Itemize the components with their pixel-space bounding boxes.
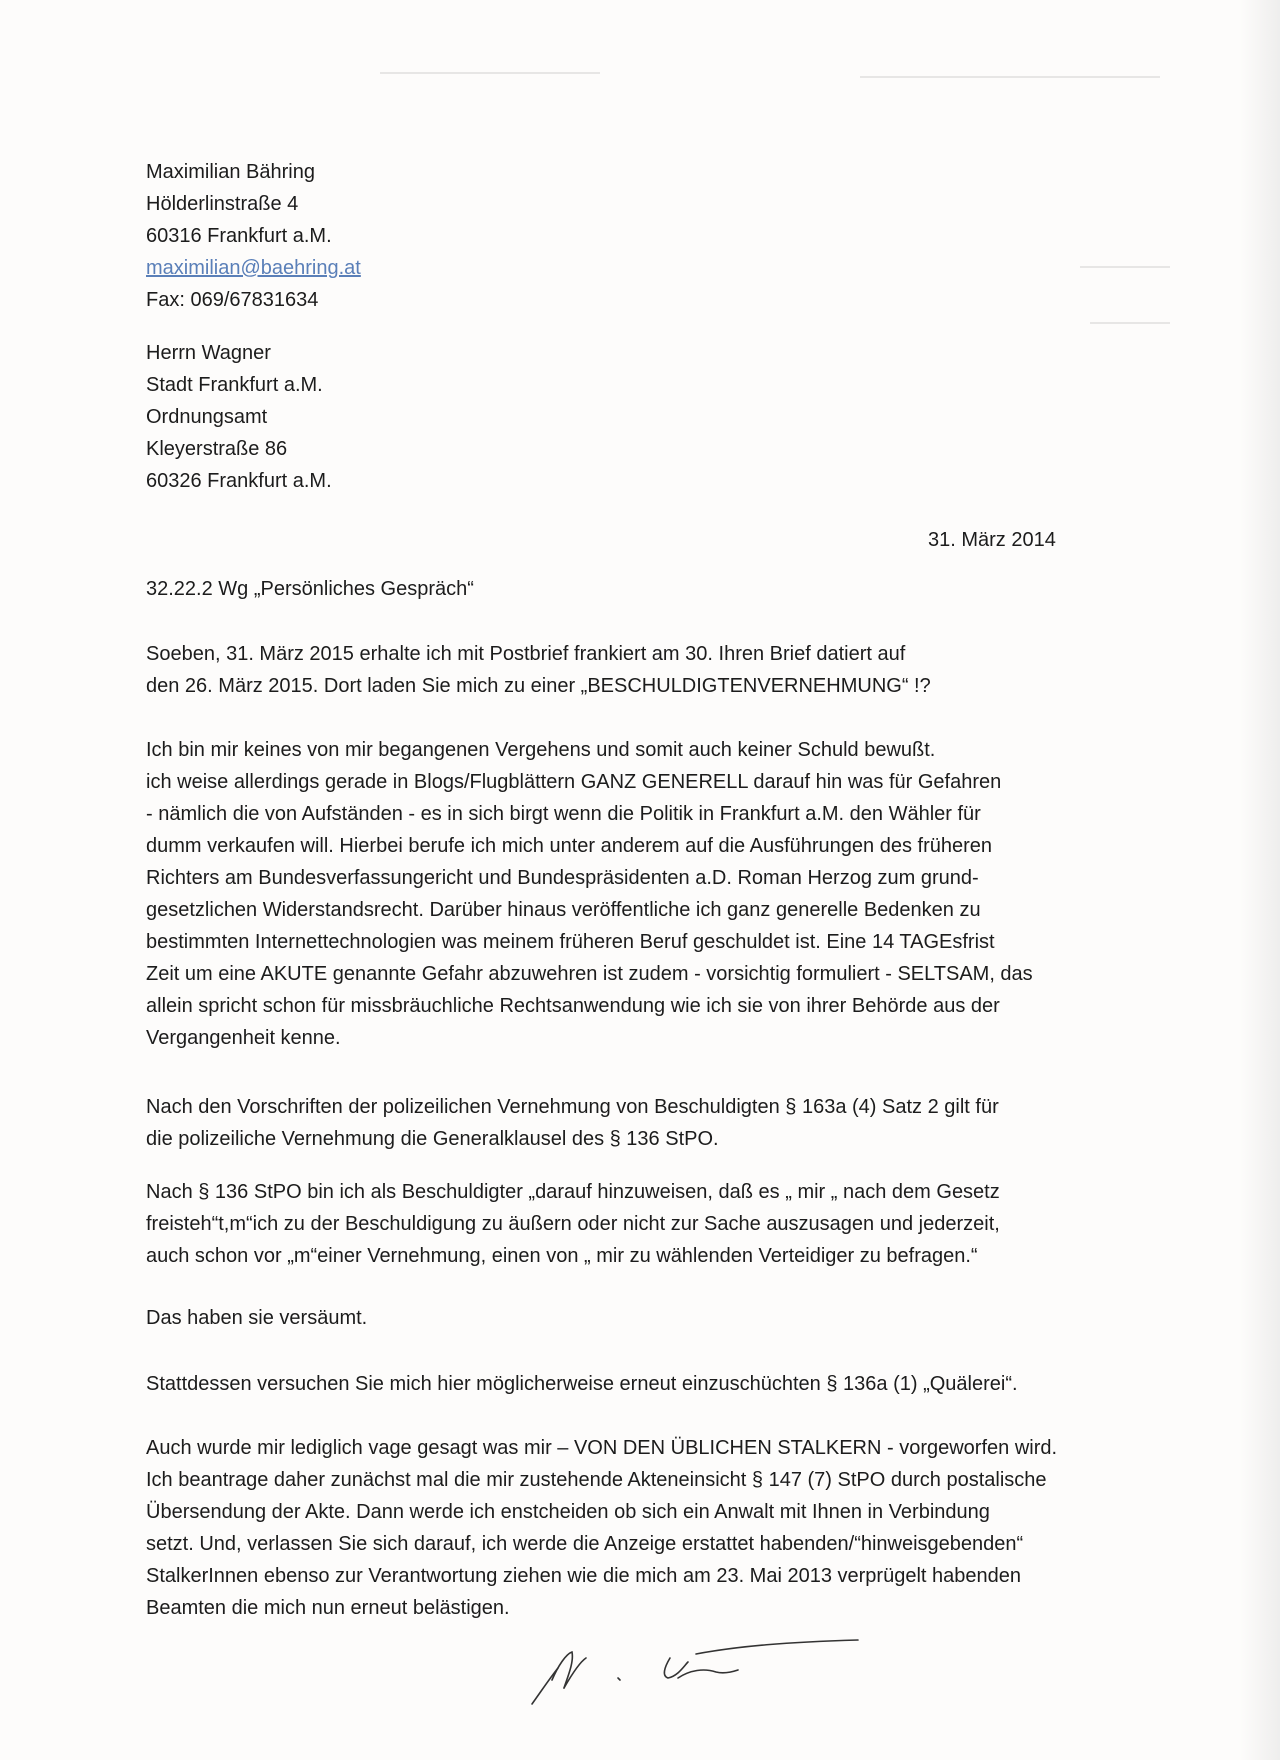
paragraph-line: Vergangenheit kenne. [146, 1027, 341, 1049]
paragraph-line: allein spricht schon für missbräuchliche Rechtsanwendung wie ich sie von ihrer Behörde aus der [146, 995, 1000, 1017]
paragraph-line: Ich beantrage daher zunächst mal die mir zustehende Akteneinsicht § 147 (7) StPO durch postalische [146, 1469, 1047, 1491]
handwritten-signature-icon [528, 1618, 868, 1708]
sender-street: Hölderlinstraße 4 [146, 193, 299, 215]
paragraph-line: Nach § 136 StPO bin ich als Beschuldigter „darauf hinzuweisen, daß es „ mir „ nach dem Gesetz [146, 1181, 1000, 1203]
paragraph-line: die polizeiliche Vernehmung die Generalklausel des § 136 StPO. [146, 1128, 719, 1150]
paragraph-line: den 26. März 2015. Dort laden Sie mich zu einer „BESCHULDIGTENVERNEHMUNG“ !? [146, 675, 931, 697]
paragraph-line: Ich bin mir keines von mir begangenen Vergehens und somit auch keiner Schuld bewußt. [146, 739, 936, 761]
sender-name: Maximilian Bähring [146, 161, 315, 183]
paragraph-line: Übersendung der Akte. Dann werde ich enstcheiden ob sich ein Anwalt mit Ihnen in Verbindung [146, 1501, 990, 1523]
letter-date: 31. März 2014 [928, 529, 1056, 551]
recipient-org: Stadt Frankfurt a.M. [146, 374, 323, 396]
paragraph-line: Stattdessen versuchen Sie mich hier möglicherweise erneut einzuschüchten § 136a (1) „Quälerei“. [146, 1373, 1018, 1395]
sender-email-link[interactable]: maximilian@baehring.at [146, 257, 361, 279]
paragraph-line: Zeit um eine AKUTE genannte Gefahr abzuwehren ist zudem - vorsichtig formuliert - SELTSAM, das [146, 963, 1033, 985]
paragraph-line: Richters am Bundesverfassungericht und Bundespräsidenten a.D. Roman Herzog zum grund- [146, 867, 979, 889]
bleed-through-mark [1080, 266, 1170, 268]
paragraph-line: dumm verkaufen will. Hierbei berufe ich mich unter anderem auf die Ausführungen des früheren [146, 835, 993, 857]
scan-edge-shadow [1240, 0, 1280, 1760]
paragraph-line: bestimmten Internettechnologien was meinem früheren Beruf geschuldet ist. Eine 14 TAGEsfrist [146, 931, 995, 953]
paragraph-line: Nach den Vorschriften der polizeilichen Vernehmung von Beschuldigten § 163a (4) Satz 2 gilt für [146, 1096, 999, 1118]
recipient-dept: Ordnungsamt [146, 406, 268, 428]
sender-fax: Fax: 069/67831634 [146, 289, 319, 311]
paragraph-line: - nämlich die von Aufständen - es in sich birgt wenn die Politik in Frankfurt a.M. den Wähler für [146, 803, 981, 825]
sender-city: 60316 Frankfurt a.M. [146, 225, 332, 247]
paragraph-line: freisteh“t,m“ich zu der Beschuldigung zu äußern oder nicht zur Sache auszusagen und jederzeit, [146, 1213, 1000, 1235]
recipient-city: 60326 Frankfurt a.M. [146, 470, 332, 492]
bleed-through-mark [1090, 322, 1170, 324]
bleed-through-mark [860, 76, 1160, 78]
recipient-name: Herrn Wagner [146, 342, 271, 364]
subject-line: 32.22.2 Wg „Persönliches Gespräch“ [146, 578, 474, 600]
recipient-street: Kleyerstraße 86 [146, 438, 288, 460]
bleed-through-mark [380, 72, 600, 74]
paragraph-line: ich weise allerdings gerade in Blogs/Flugblättern GANZ GENERELL darauf hin was für Gefahren [146, 771, 1002, 793]
paragraph-line: setzt. Und, verlassen Sie sich darauf, ich werde die Anzeige erstattet habenden/“hinweisgebenden“ [146, 1533, 1024, 1555]
paragraph-line: Auch wurde mir lediglich vage gesagt was mir – VON DEN ÜBLICHEN STALKERN - vorgeworfen wird. [146, 1437, 1058, 1459]
paragraph-line: auch schon vor „m“einer Vernehmung, einen von „ mir zu wählenden Verteidiger zu befragen.“ [146, 1245, 978, 1267]
paragraph-line: Soeben, 31. März 2015 erhalte ich mit Postbrief frankiert am 30. Ihren Brief datiert auf [146, 643, 906, 665]
paragraph-line: Das haben sie versäumt. [146, 1307, 368, 1329]
paragraph-line: Beamten die mich nun erneut belästigen. [146, 1597, 510, 1619]
paragraph-line: gesetzlichen Widerstandsrecht. Darüber hinaus veröffentliche ich ganz generelle Bedenken zu [146, 899, 981, 921]
paragraph-line: StalkerInnen ebenso zur Verantwortung ziehen wie die mich am 23. Mai 2013 verprügelt habenden [146, 1565, 1021, 1587]
